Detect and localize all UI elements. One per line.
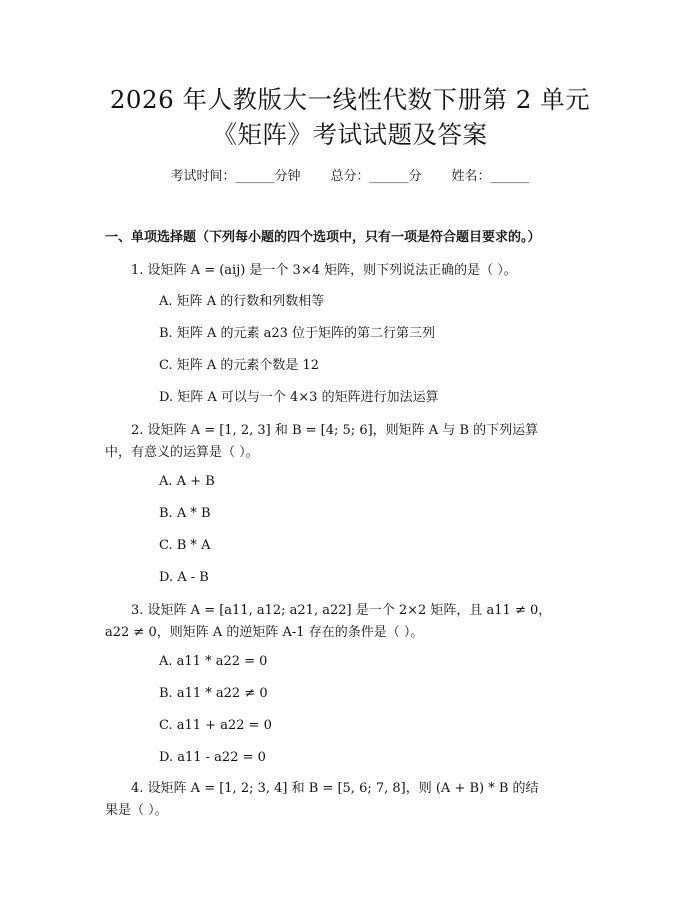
- question-stem-line: a22 ≠ 0，则矩阵 A 的逆矩阵 A-1 存在的条件是（ ）。: [105, 625, 424, 640]
- total-score-field: 总分：______分: [330, 169, 422, 184]
- question-1-option-a: A. 矩阵 A 的行数和列数相等: [159, 294, 325, 309]
- question-3-option-d: D. a11 - a22 = 0: [159, 750, 266, 765]
- student-name-field: 姓名：______: [451, 169, 530, 184]
- question-stem-line: 3. 设矩阵 A = [a11, a12; a21, a22] 是一个 2×2 矩阵，且 a11 ≠ 0，: [131, 603, 552, 618]
- question-2-option-b: B. A * B: [159, 506, 211, 521]
- question-1-option-b: B. 矩阵 A 的元素 a23 位于矩阵的第二行第三列: [159, 326, 436, 341]
- question-3-option-b: B. a11 * a22 ≠ 0: [159, 686, 268, 701]
- question-2-option-d: D. A - B: [159, 570, 209, 585]
- section-heading: 一、单项选择题（下列每小题的四个选项中，只有一项是符合题目要求的。）: [105, 230, 541, 245]
- question-4-stem: [105, 778, 595, 822]
- document-title-line-2: 《矩阵》考试试题及答案: [212, 120, 488, 149]
- document-title-line-1: 2026 年人教版大一线性代数下册第 2 单元: [109, 85, 591, 114]
- exam-info-line: [0, 167, 700, 187]
- exam-time-field: 考试时间：______分钟: [170, 169, 301, 184]
- question-stem-line: 2. 设矩阵 A = [1, 2, 3] 和 B = [4; 5; 6]，则矩阵 A 与 B 的下列运算: [131, 423, 539, 438]
- question-1-stem: [105, 260, 595, 282]
- question-3-stem: [105, 600, 595, 644]
- question-3-option-c: C. a11 + a22 = 0: [159, 718, 272, 733]
- question-1-option-c: C. 矩阵 A 的元素个数是 12: [159, 358, 320, 373]
- question-2-stem: [105, 420, 595, 464]
- question-stem-line: 4. 设矩阵 A = [1, 2; 3, 4] 和 B = [5, 6; 7, 8]，则 (A + B) * B 的结: [131, 781, 539, 796]
- question-stem-line: 果是（ ）。: [105, 803, 168, 818]
- question-stem-line: 1. 设矩阵 A = (aij) 是一个 3×4 矩阵，则下列说法正确的是（ ）。: [131, 263, 517, 278]
- question-2-option-c: C. B * A: [159, 538, 211, 553]
- question-1-option-d: D. 矩阵 A 可以与一个 4×3 的矩阵进行加法运算: [159, 390, 439, 405]
- question-2-option-a: A. A + B: [159, 474, 215, 489]
- question-stem-line: 中，有意义的运算是（ ）。: [105, 445, 259, 460]
- question-3-option-a: A. a11 * a22 = 0: [159, 654, 268, 669]
